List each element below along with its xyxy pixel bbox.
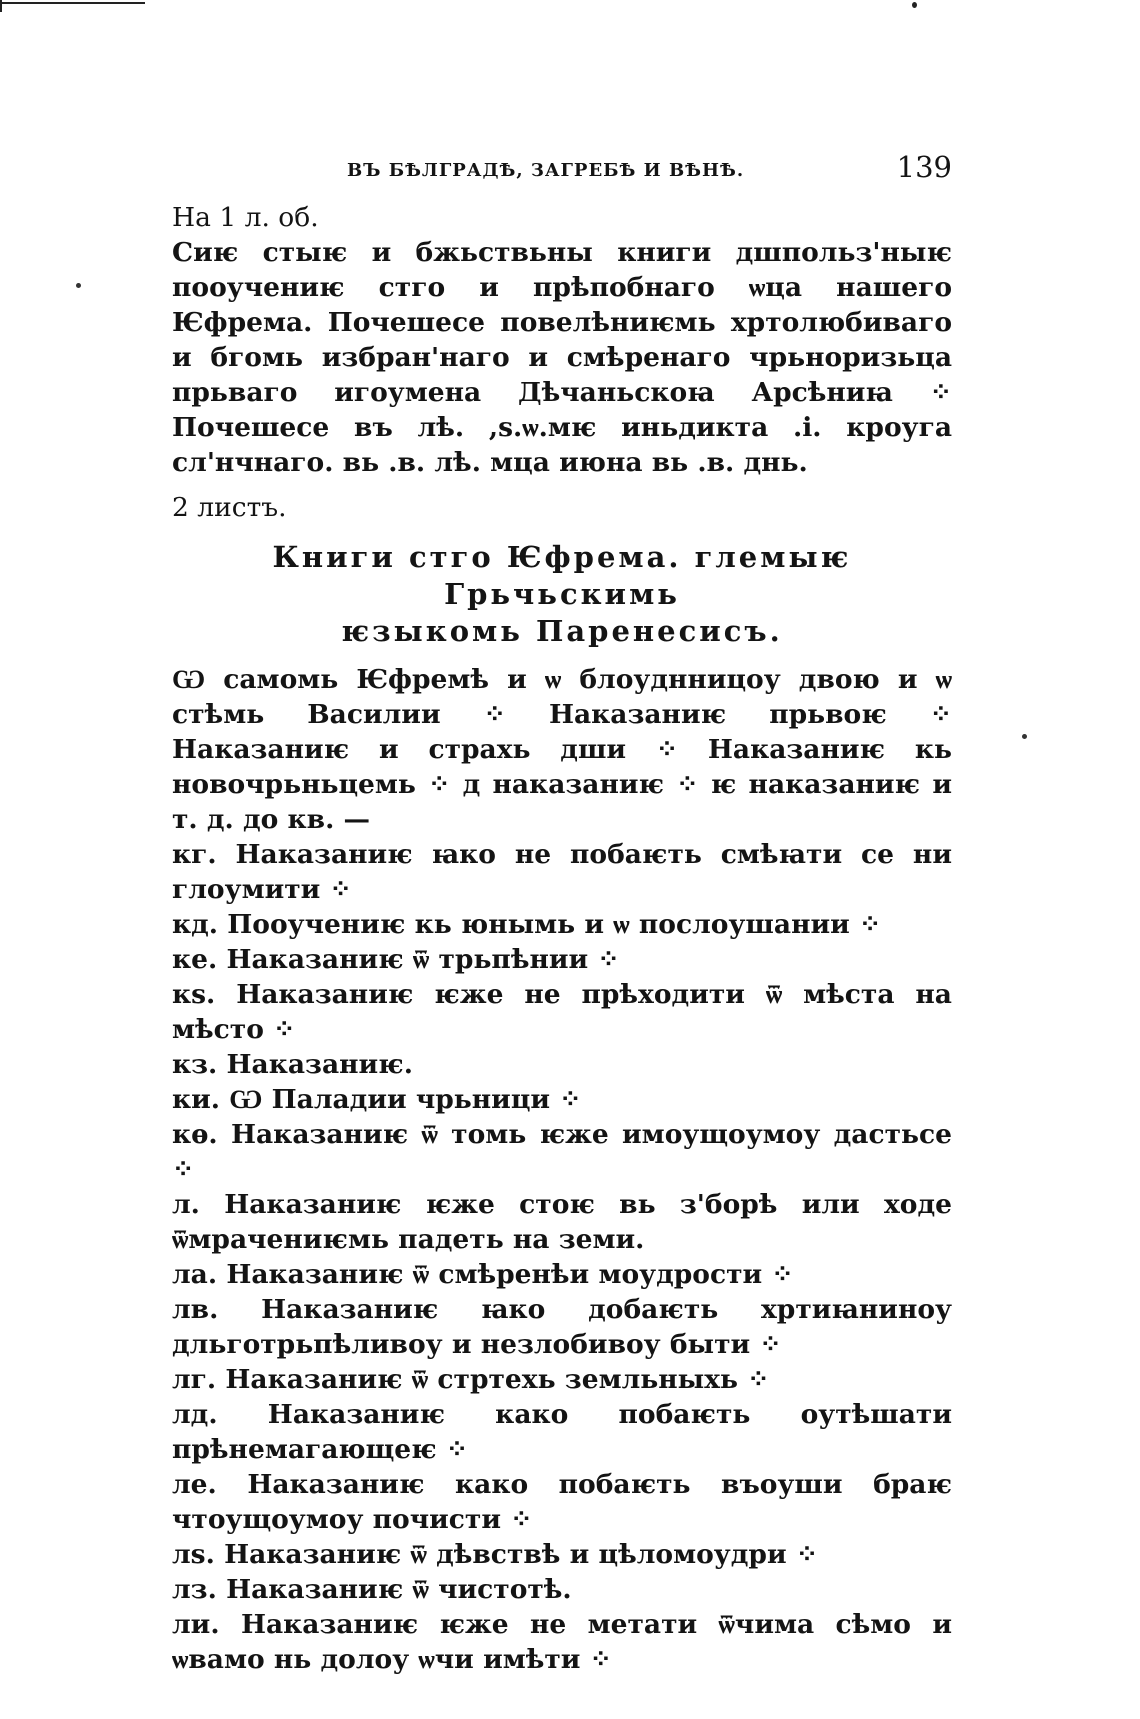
list-item	[172, 1397, 952, 1467]
list-item	[172, 1257, 952, 1292]
list-item	[172, 977, 952, 1047]
item-text: Наказаниѥ како побаѥть въоуши браѥ чтоущоумоу почисти ⁘	[172, 1469, 952, 1535]
item-number: лв.	[172, 1294, 219, 1325]
item-number: ки.	[172, 1084, 221, 1115]
colophon-paragraph: Сиѥ стыѥ и бжьствьны книги дшпольз'ныѥ пооучениѥ стго и прѣпобнаго ѡца нашего Ѥфрема. Почешесе повелѣниѥмь хртолюбиваго и бгомь избран'наго и смѣренаго чрьноризьца прьваго игоумена Дѣчаньскоꙗ Арсѣниꙗ ⁘ Почешесе въ лѣ. ,ѕ.ѡ.мѥ иньдикта .і. кроуга сл'нчнаго. вь .в. лѣ. мца июна вь .в. днь.	[172, 237, 952, 478]
section-title	[172, 539, 952, 650]
scan-edge-line	[0, 2, 145, 4]
folio-note: На 1 л. об.	[172, 202, 319, 233]
item-text: Наказаниѥ ѿ трьпѣнии ⁘	[226, 944, 620, 975]
list-item	[172, 1607, 952, 1677]
book-page	[172, 150, 952, 1677]
item-number: лз.	[172, 1574, 217, 1605]
margin-speck	[76, 283, 81, 288]
section-title-line-1: Книги стго Ѥфрема. глемыѥ Грьчьскимь	[272, 540, 852, 611]
list-item	[172, 1362, 952, 1397]
item-number: кг.	[172, 839, 217, 870]
item-text: Наказаниѥ како побаѥть оутѣшати прѣнемагающеѥ ⁘	[172, 1399, 952, 1465]
item-number: кѳ.	[172, 1119, 218, 1150]
item-text: Наказаниѥ ѥже не метати ѿчима сѣмо и ѡвамо нь долоу ѡчи имѣти ⁘	[172, 1609, 952, 1675]
item-text: Наказаниѥ ѿ смѣренѣи моудрости ⁘	[226, 1259, 794, 1290]
running-head: ВЪ БѢЛГРАДѢ, ЗАГРЕБѢ И ВѢНѢ.	[347, 160, 745, 181]
list-item	[172, 1537, 952, 1572]
list-item	[172, 837, 952, 907]
list-item	[172, 942, 952, 977]
item-text: Наказаниѥ ѥже не прѣходити ѿ мѣста на мѣсто ⁘	[172, 979, 952, 1045]
item-number: ле.	[172, 1469, 217, 1500]
list-item	[172, 1187, 952, 1257]
page-number: 139	[896, 150, 952, 184]
list-item	[172, 1082, 952, 1117]
item-text: Ѡ Паладии чрьници ⁘	[229, 1084, 582, 1115]
item-number: кз.	[172, 1049, 218, 1080]
item-number: ке.	[172, 944, 218, 975]
page-header	[172, 150, 952, 196]
item-number: л.	[172, 1189, 200, 1220]
item-text: Наказаниѥ ѿ дѣвствѣ и цѣломоудри ⁘	[224, 1539, 819, 1570]
opening-paragraph: Ѡ самомь Ѥфремѣ и ѡ блоуднницоу двою и ѡ стѣмь Василии ⁘ Наказаниѥ прьвоѥ ⁘ Наказаниѥ и страхь дши ⁘ Наказаниѥ кь новочрьньцемь ⁘ д наказаниѥ ⁘ ѥ наказаниѥ и т. д. до кв. —	[172, 664, 952, 835]
item-number: кд.	[172, 909, 219, 940]
second-leaf-note: 2 листъ.	[172, 492, 287, 523]
item-text: Наказаниѥ ꙗко не побаѥть смѣꙗти се ни глоумити ⁘	[172, 839, 952, 905]
item-text: Пооучениѥ кь юнымь и ѡ послоушании ⁘	[227, 909, 882, 940]
item-text: Наказаниѥ ѿ томь ѥже имоущоумоу дастьсе ⁘	[172, 1119, 952, 1185]
item-number: лд.	[172, 1399, 218, 1430]
list-item	[172, 1467, 952, 1537]
item-number: лѕ.	[172, 1539, 215, 1570]
item-text: Наказаниѥ ѥже стоѥ вь з'борѣ или ходе ѿмрачениѥмь падеть на земи.	[172, 1189, 952, 1255]
item-text: Наказаниѥ.	[226, 1049, 413, 1080]
item-number: ла.	[172, 1259, 218, 1290]
list-item	[172, 1292, 952, 1362]
item-text: Наказаниѥ ѿ чистотѣ.	[226, 1574, 572, 1605]
item-text: Наказаниѥ ꙗко добаѥть хртиꙗниноу дльготрьпѣливоу и незлобивоу быти ⁘	[172, 1294, 952, 1360]
section-title-line-2: ѥзыкомь Паренесисъ.	[341, 614, 783, 648]
item-number: кѕ.	[172, 979, 216, 1010]
item-text: Наказаниѥ ѿ стртехь земльныхь ⁘	[225, 1364, 770, 1395]
page-body	[172, 200, 952, 1677]
list-item	[172, 1047, 952, 1082]
list-item	[172, 1572, 952, 1607]
scan-speck	[912, 2, 917, 8]
item-number: ли.	[172, 1609, 220, 1640]
list-item	[172, 907, 952, 942]
item-number: лг.	[172, 1364, 217, 1395]
list-item	[172, 1117, 952, 1187]
scan-edge-corner	[0, 0, 2, 12]
margin-speck	[1022, 734, 1027, 739]
